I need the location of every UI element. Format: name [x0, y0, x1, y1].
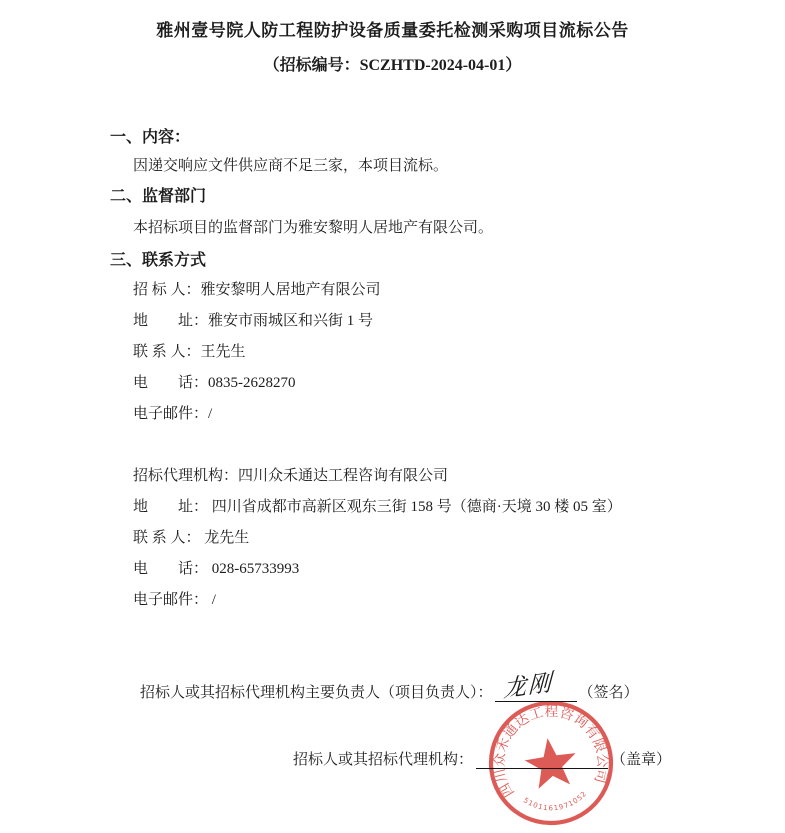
row-label: 联 系 人：: [133, 530, 201, 546]
agency-address-row: [133, 497, 622, 528]
row-label: 电 话：: [133, 375, 209, 391]
row-value: 028-65733993: [208, 561, 300, 577]
tender-number: （招标编号：SCZHTD-2024-04-01）: [263, 57, 522, 74]
agency-email-row: [133, 590, 622, 621]
stamp-prefix: 招标人或其招标代理机构：: [293, 752, 474, 768]
row-label: 电子邮件：: [133, 592, 209, 608]
tenderer-address-row: [133, 311, 381, 342]
row-value: /: [208, 406, 213, 422]
row-label: 招标代理机构：: [133, 468, 239, 484]
seal-serial-number: 5101161971052: [521, 790, 589, 813]
tenderer-contact-block: [133, 280, 381, 435]
row-value: 四川省成都市高新区观东三街 158 号（德商·天境 30 楼 05 室）: [208, 499, 622, 515]
section-heading-supervisor: 二、监督部门: [110, 188, 207, 205]
stamp-underline: [476, 749, 608, 769]
row-label: 电子邮件：: [133, 406, 209, 422]
row-label: 地 址：: [133, 313, 209, 329]
section-body-supervisor: 本招标项目的监督部门为雅安黎明人居地产有限公司。: [133, 220, 494, 236]
section-heading-contact: 三、联系方式: [110, 252, 207, 269]
principal-signature-line: [140, 669, 639, 702]
seal-company-text: 四川众禾通达工程咨询有限公司: [491, 703, 611, 800]
tenderer-phone-row: [133, 373, 381, 404]
signature-suffix: （签名）: [578, 685, 639, 701]
signature-prefix: 招标人或其招标代理机构主要负责人（项目负责人）：: [140, 685, 493, 701]
section-body-content: 因递交响应文件供应商不足三家，本项目流标。: [133, 158, 449, 174]
page-title: 雅州壹号院人防工程防护设备质量委托检测采购项目流标公告: [156, 21, 629, 40]
row-value: 雅安黎明人居地产有限公司: [200, 282, 381, 298]
handwritten-signature: 龙刚: [502, 669, 553, 702]
row-value: 四川众禾通达工程咨询有限公司: [238, 468, 449, 484]
row-value: 龙先生: [200, 530, 250, 546]
row-label: 电 话：: [133, 561, 209, 577]
agency-phone-row: [133, 559, 622, 590]
tenderer-email-row: [133, 404, 381, 435]
agency-person-row: [133, 528, 622, 559]
row-label: 招 标 人：: [133, 282, 201, 298]
tenderer-name-row: [133, 280, 381, 311]
row-value: /: [208, 592, 216, 608]
stamp-suffix: （盖章）: [611, 752, 672, 768]
row-value: 0835-2628270: [208, 375, 296, 391]
tenderer-person-row: [133, 342, 381, 373]
svg-text:5101161971052: [521, 788, 590, 817]
signature-underline: [495, 669, 577, 702]
section-heading-content: 一、内容：: [110, 129, 191, 146]
row-label: 联 系 人：: [133, 344, 201, 360]
agency-contact-block: [133, 466, 622, 621]
row-value: 雅安市雨城区和兴街 1 号: [208, 313, 374, 329]
row-value: 王先生: [200, 344, 246, 360]
agency-name-row: [133, 466, 622, 497]
row-label: 地 址：: [133, 499, 209, 515]
stamp-line: [293, 748, 671, 769]
